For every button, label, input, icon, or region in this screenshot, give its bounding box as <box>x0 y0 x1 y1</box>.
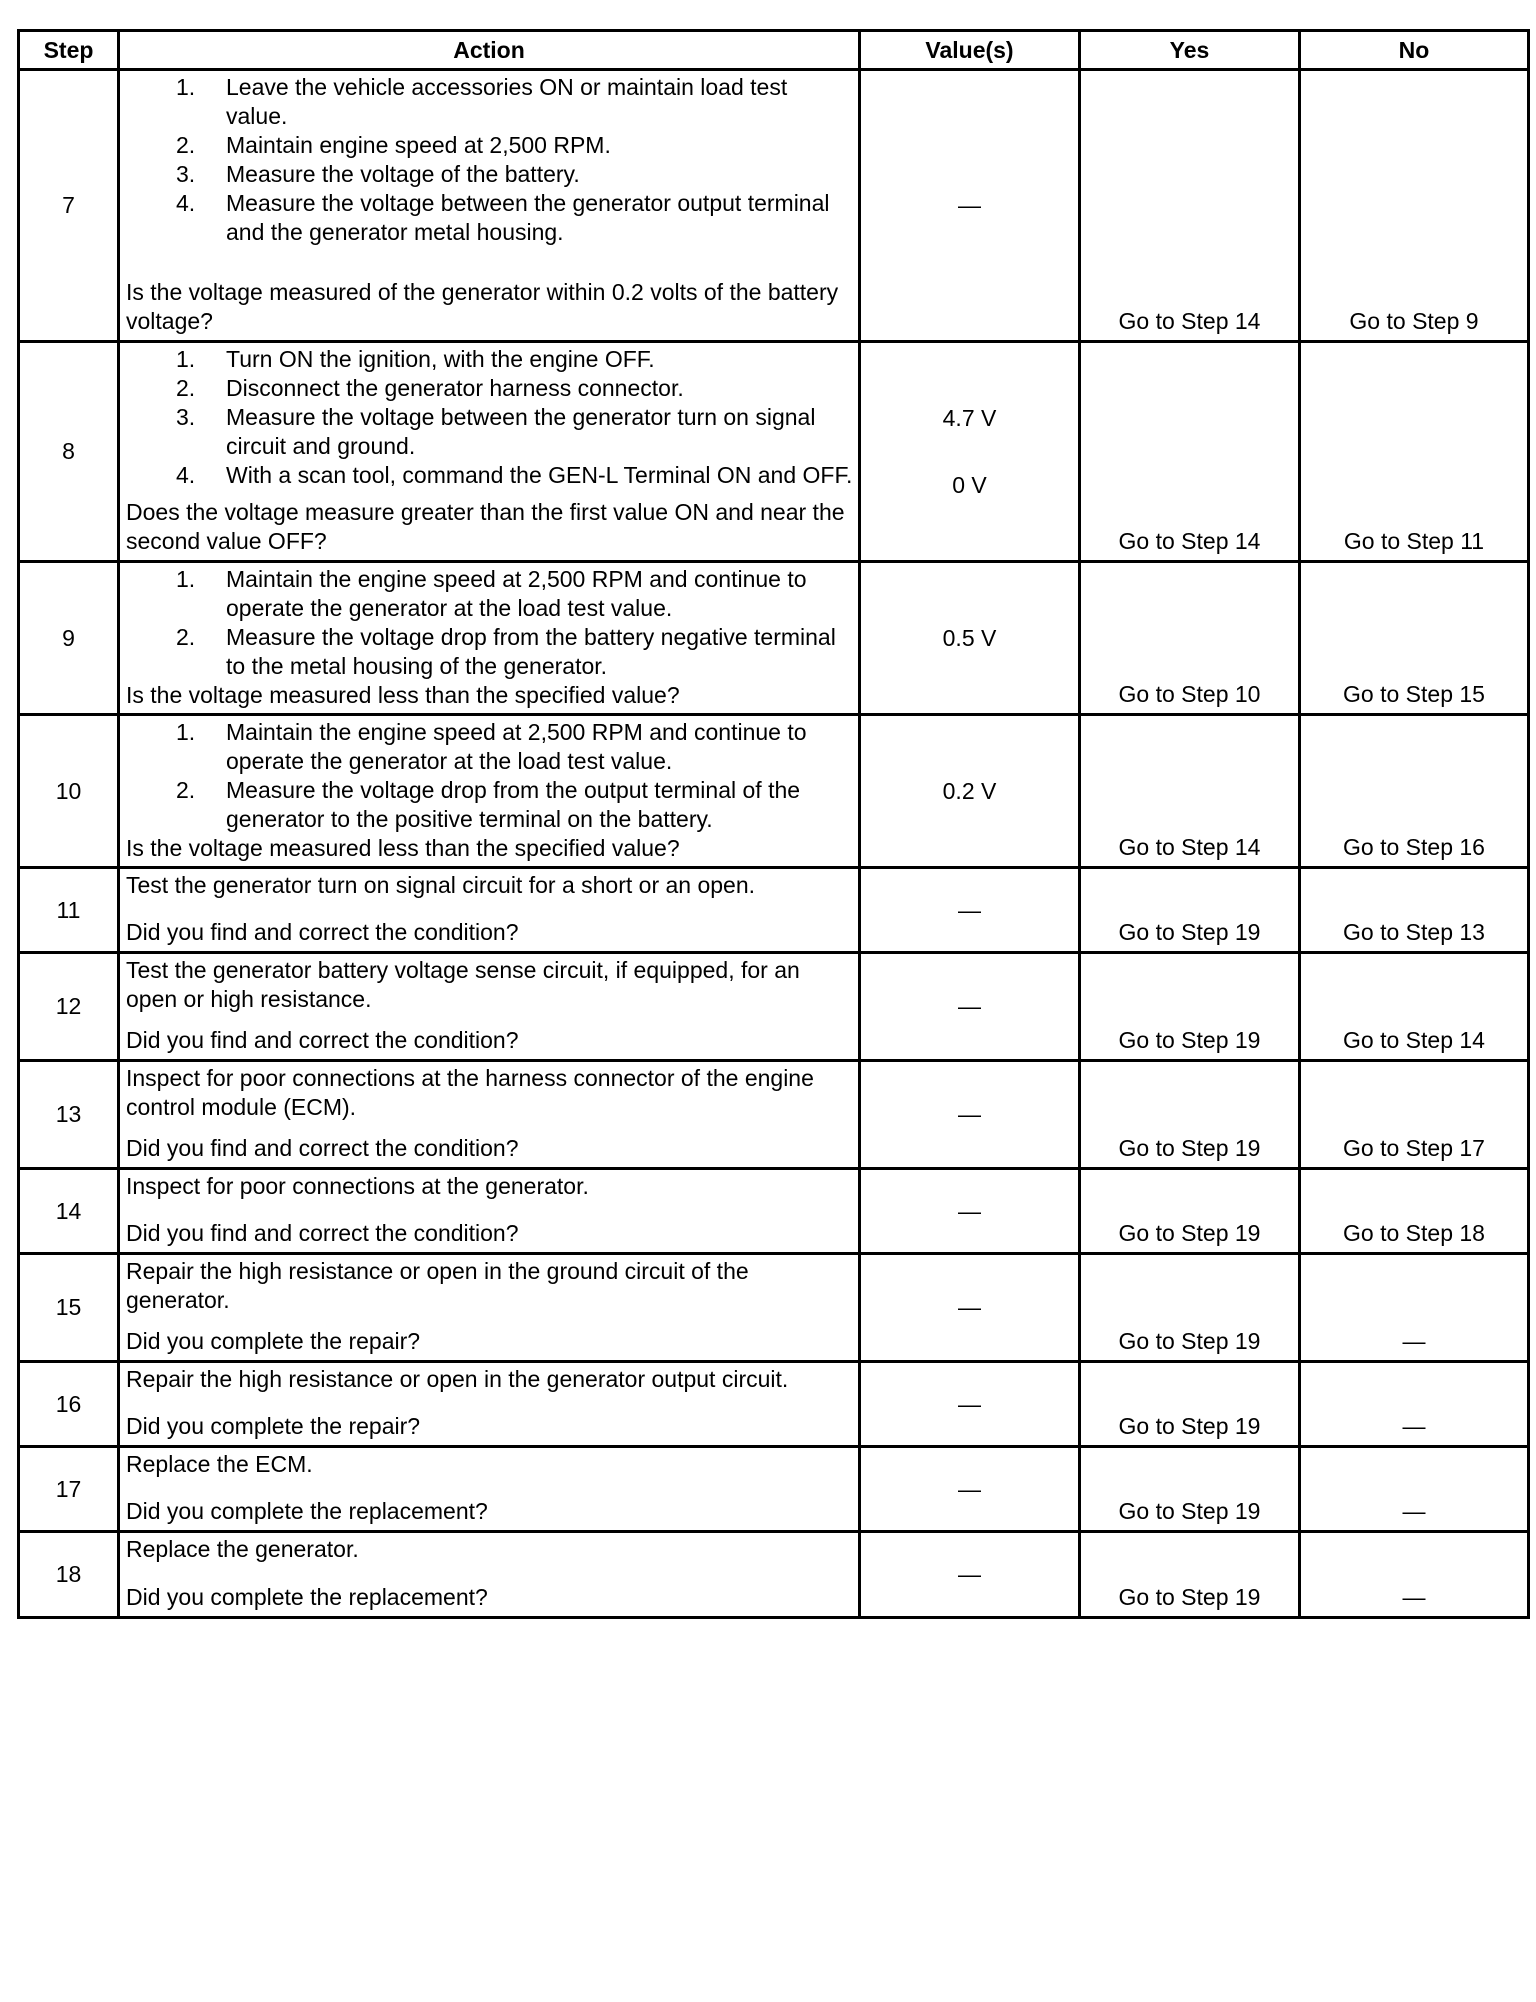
procedure-step-number: 3. <box>176 161 196 187</box>
procedure-step <box>176 776 854 834</box>
instruction-text: Inspect for poor connections at the harness connector of the engine control module (ECM). <box>126 1065 814 1120</box>
procedure-step-number: 1. <box>176 74 196 100</box>
value-text: 0.2 V <box>942 777 997 804</box>
table-row <box>19 70 1529 342</box>
procedure-step <box>176 345 854 374</box>
table-row <box>19 1169 1529 1254</box>
yes-cell: Go to Step 19 <box>1080 1447 1300 1532</box>
yes-cell: Go to Step 19 <box>1080 953 1300 1061</box>
procedure-step-number: 1. <box>176 719 196 745</box>
table-row <box>19 715 1529 868</box>
values-list <box>861 1197 1078 1226</box>
procedure-step-number: 1. <box>176 346 196 372</box>
no-cell: Go to Step 14 <box>1300 953 1529 1061</box>
procedure-step-number: 3. <box>176 404 196 430</box>
procedure-step-number: 4. <box>176 462 196 488</box>
yes-cell: Go to Step 19 <box>1080 1532 1300 1618</box>
step-number: 10 <box>19 715 119 868</box>
table-row <box>19 562 1529 715</box>
yes-cell: Go to Step 19 <box>1080 868 1300 953</box>
procedure-step <box>176 131 854 160</box>
yes-cell: Go to Step 14 <box>1080 342 1300 562</box>
step-number: 13 <box>19 1061 119 1169</box>
values-cell <box>860 1169 1080 1254</box>
step-number: 18 <box>19 1532 119 1618</box>
table-row <box>19 1362 1529 1447</box>
action-cell <box>119 70 860 342</box>
value-text: — <box>958 1475 981 1502</box>
procedure-step-text: Maintain the engine speed at 2,500 RPM and continue to operate the generator at the load test value. <box>226 719 807 774</box>
procedure-step-text: Leave the vehicle accessories ON or maintain load test value. <box>226 74 788 129</box>
values-list <box>861 896 1078 925</box>
procedure-steps <box>126 718 854 834</box>
step-number: 16 <box>19 1362 119 1447</box>
procedure-step <box>176 160 854 189</box>
instruction-text: Inspect for poor connections at the generator. <box>126 1173 589 1199</box>
procedure-step <box>176 623 854 681</box>
table-row <box>19 868 1529 953</box>
action-content <box>126 1257 854 1356</box>
procedure-step <box>176 73 854 131</box>
action-content <box>126 1535 854 1612</box>
procedure-step <box>176 189 854 247</box>
no-cell: Go to Step 11 <box>1300 342 1529 562</box>
step-number: 14 <box>19 1169 119 1254</box>
action-cell <box>119 868 860 953</box>
step-number: 12 <box>19 953 119 1061</box>
yes-cell: Go to Step 19 <box>1080 1254 1300 1362</box>
no-cell: Go to Step 15 <box>1300 562 1529 715</box>
action-content <box>126 718 854 862</box>
yes-cell: Go to Step 19 <box>1080 1169 1300 1254</box>
question-text: Is the voltage measured of the generator within 0.2 volts of the battery voltage? <box>126 279 839 334</box>
question-text: Did you find and correct the condition? <box>126 1027 519 1053</box>
values-cell <box>860 953 1080 1061</box>
header-row <box>19 31 1529 70</box>
step-number: 11 <box>19 868 119 953</box>
instruction-text: Repair the high resistance or open in the generator output circuit. <box>126 1366 789 1392</box>
yes-cell: Go to Step 19 <box>1080 1061 1300 1169</box>
procedure-steps <box>126 345 854 490</box>
procedure-step-text: Turn ON the ignition, with the engine OFF. <box>226 346 655 372</box>
action-cell <box>119 1254 860 1362</box>
values-cell <box>860 342 1080 562</box>
values-cell <box>860 1061 1080 1169</box>
value-text: 0 V <box>952 471 987 498</box>
action-cell <box>119 1447 860 1532</box>
yes-cell: Go to Step 10 <box>1080 562 1300 715</box>
step-number: 17 <box>19 1447 119 1532</box>
header-step: Step <box>19 31 119 70</box>
action-cell <box>119 1362 860 1447</box>
instruction-text: Repair the high resistance or open in the ground circuit of the generator. <box>126 1258 749 1313</box>
procedure-step-number: 2. <box>176 375 196 401</box>
values-cell <box>860 1532 1080 1618</box>
value-text: — <box>958 1101 981 1127</box>
values-list <box>861 624 1078 653</box>
procedure-step-number: 4. <box>176 190 196 216</box>
values-cell <box>860 562 1080 715</box>
action-cell <box>119 953 860 1061</box>
values-cell <box>860 868 1080 953</box>
action-cell <box>119 342 860 562</box>
table-row <box>19 1532 1529 1618</box>
procedure-step-text: Measure the voltage of the battery. <box>226 161 580 187</box>
no-cell: — <box>1300 1447 1529 1532</box>
yes-cell: Go to Step 14 <box>1080 70 1300 342</box>
question-text: Did you find and correct the condition? <box>126 1135 519 1161</box>
procedure-step-text: Measure the voltage between the generator turn on signal circuit and ground. <box>226 404 816 459</box>
no-cell: Go to Step 13 <box>1300 868 1529 953</box>
header-no: No <box>1300 31 1529 70</box>
procedure-step-text: Disconnect the generator harness connector. <box>226 375 684 401</box>
value-text: — <box>958 192 981 218</box>
action-cell <box>119 562 860 715</box>
values-cell <box>860 1447 1080 1532</box>
instruction-text: Test the generator battery voltage sense circuit, if equipped, for an open or high resistance. <box>126 957 800 1012</box>
value-text: — <box>958 896 981 923</box>
procedure-steps <box>126 565 854 681</box>
values-list <box>861 1293 1078 1322</box>
values-list <box>861 404 1078 500</box>
instruction-text: Test the generator turn on signal circuit for a short or an open. <box>126 872 756 898</box>
values-cell <box>860 70 1080 342</box>
procedure-step-text: Measure the voltage drop from the output terminal of the generator to the positive terminal on the battery. <box>226 777 801 832</box>
action-content <box>126 1064 854 1163</box>
action-content <box>126 73 854 336</box>
no-cell: — <box>1300 1254 1529 1362</box>
action-content <box>126 1365 854 1441</box>
value-text: 4.7 V <box>942 404 997 431</box>
table-row <box>19 1061 1529 1169</box>
action-cell <box>119 1532 860 1618</box>
values-list <box>861 1475 1078 1504</box>
value-text: 0.5 V <box>942 624 997 651</box>
question-text: Did you find and correct the condition? <box>126 1220 519 1246</box>
step-number: 15 <box>19 1254 119 1362</box>
no-cell: — <box>1300 1362 1529 1447</box>
question-text: Did you find and correct the condition? <box>126 919 519 945</box>
values-list <box>861 191 1078 220</box>
value-text: — <box>958 993 981 1019</box>
procedure-step-number: 2. <box>176 777 196 803</box>
table-row <box>19 953 1529 1061</box>
procedure-step-number: 1. <box>176 566 196 592</box>
values-list <box>861 1560 1078 1589</box>
values-list <box>861 992 1078 1021</box>
action-content <box>126 565 854 709</box>
action-content <box>126 871 854 947</box>
values-list <box>861 777 1078 806</box>
question-text: Did you complete the repair? <box>126 1328 421 1354</box>
diagnostic-table <box>17 29 1530 1619</box>
values-cell <box>860 1254 1080 1362</box>
values-list <box>861 1100 1078 1129</box>
values-cell <box>860 715 1080 868</box>
procedure-step <box>176 374 854 403</box>
no-cell: Go to Step 17 <box>1300 1061 1529 1169</box>
step-number: 8 <box>19 342 119 562</box>
procedure-step-number: 2. <box>176 624 196 650</box>
procedure-step-text: With a scan tool, command the GEN-L Terminal ON and OFF. <box>226 462 853 488</box>
table-row <box>19 1447 1529 1532</box>
table-row <box>19 342 1529 562</box>
procedure-step-text: Measure the voltage drop from the battery negative terminal to the metal housing of the generator. <box>226 624 836 679</box>
yes-cell: Go to Step 19 <box>1080 1362 1300 1447</box>
header-action: Action <box>119 31 860 70</box>
procedure-step <box>176 565 854 623</box>
no-cell: — <box>1300 1532 1529 1618</box>
question-text: Is the voltage measured less than the specified value? <box>126 835 680 861</box>
yes-cell: Go to Step 14 <box>1080 715 1300 868</box>
procedure-step-text: Measure the voltage between the generator output terminal and the generator metal housing. <box>226 190 830 245</box>
question-text: Did you complete the replacement? <box>126 1584 488 1610</box>
values-cell <box>860 1362 1080 1447</box>
value-text: — <box>958 1294 981 1320</box>
values-list <box>861 1390 1078 1419</box>
question-text: Did you complete the repair? <box>126 1413 421 1439</box>
step-number: 7 <box>19 70 119 342</box>
question-text: Is the voltage measured less than the specified value? <box>126 682 680 708</box>
value-text: — <box>958 1197 981 1224</box>
procedure-step <box>176 461 854 490</box>
procedure-steps <box>126 73 854 247</box>
header-yes: Yes <box>1080 31 1300 70</box>
no-cell: Go to Step 16 <box>1300 715 1529 868</box>
instruction-text: Replace the generator. <box>126 1536 359 1562</box>
action-content <box>126 345 854 556</box>
instruction-text: Replace the ECM. <box>126 1451 313 1477</box>
action-content <box>126 1450 854 1526</box>
table-body <box>19 70 1529 1618</box>
no-cell: Go to Step 9 <box>1300 70 1529 342</box>
table-row <box>19 1254 1529 1362</box>
header-values: Value(s) <box>860 31 1080 70</box>
action-cell <box>119 1169 860 1254</box>
procedure-step <box>176 403 854 461</box>
action-content <box>126 956 854 1055</box>
action-content <box>126 1172 854 1248</box>
value-text: — <box>958 1561 981 1587</box>
no-cell: Go to Step 18 <box>1300 1169 1529 1254</box>
procedure-step <box>176 718 854 776</box>
value-text: — <box>958 1390 981 1417</box>
question-text: Did you complete the replacement? <box>126 1498 488 1524</box>
procedure-step-text: Maintain engine speed at 2,500 RPM. <box>226 132 611 158</box>
procedure-step-text: Maintain the engine speed at 2,500 RPM and continue to operate the generator at the load test value. <box>226 566 807 621</box>
question-text: Does the voltage measure greater than the first value ON and near the second value OFF? <box>126 499 845 554</box>
action-cell <box>119 715 860 868</box>
step-number: 9 <box>19 562 119 715</box>
procedure-step-number: 2. <box>176 132 196 158</box>
action-cell <box>119 1061 860 1169</box>
